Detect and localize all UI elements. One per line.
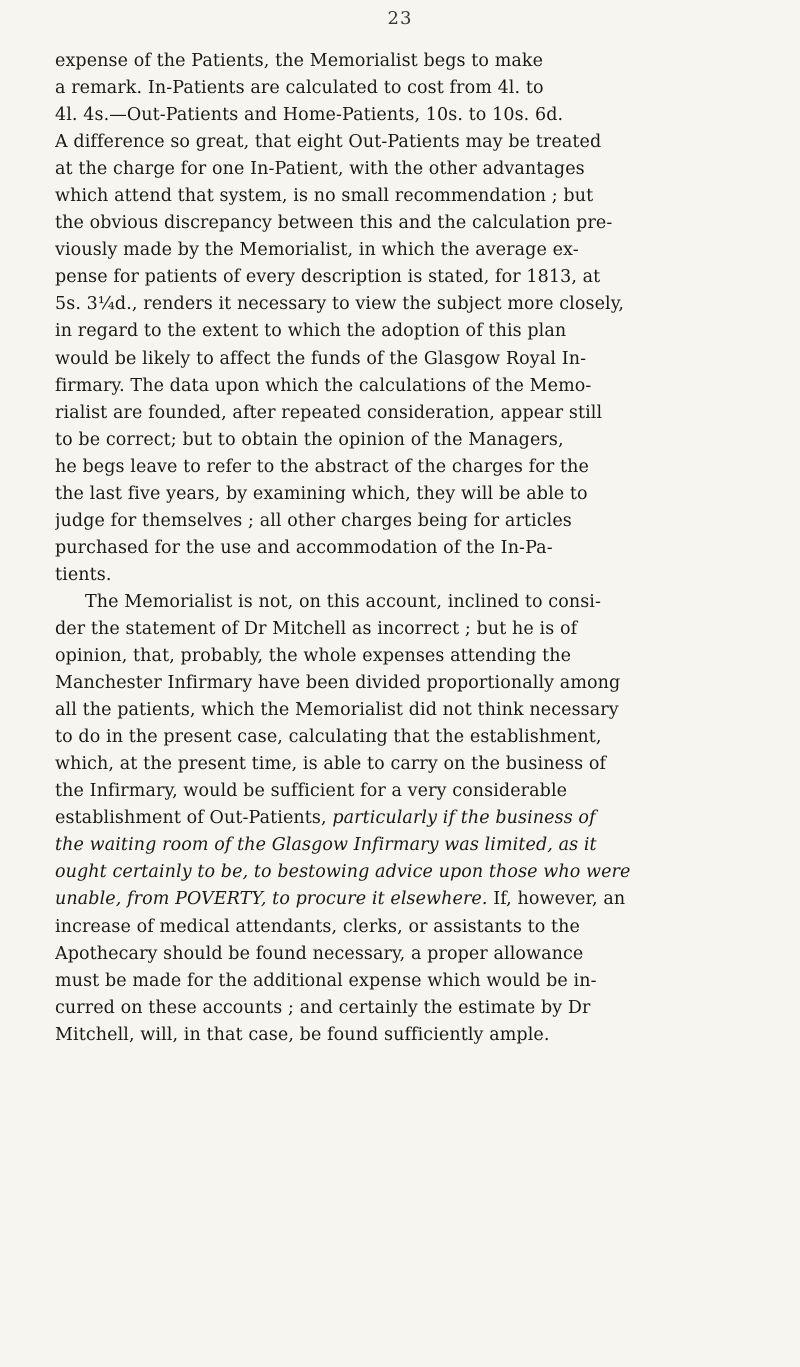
text-line: Apothecary should be found necessary, a proper allowance: [55, 943, 584, 964]
text-line: the obvious discrepancy between this and the calculation pre-: [55, 213, 613, 234]
text-line: viously made by the Memorialist, in which the average ex-: [55, 240, 579, 261]
text-run: establishment of Out-Patients,: [55, 808, 333, 829]
text-line: tients.: [55, 564, 112, 585]
text-line: opinion, that, probably, the whole expenses attending the: [55, 646, 572, 667]
paragraph-1: [55, 48, 757, 589]
text-line: all the patients, which the Memorialist did not think necessary: [55, 700, 619, 721]
body-text: [55, 48, 757, 1049]
italic-text-line: ought certainly to be, to bestowing advice upon those who were: [55, 862, 631, 883]
text-line: [55, 886, 757, 913]
text-line: in regard to the extent to which the adoption of this plan: [55, 321, 567, 342]
text-line: Mitchell, will, in that case, be found sufficiently ample.: [55, 1024, 550, 1045]
text-line: 4l. 4s.—Out-Patients and Home-Patients, 10s. to 10s. 6d.: [55, 105, 564, 126]
text-line: would be likely to affect the funds of the Glasgow Royal In-: [55, 348, 587, 369]
text-line: the last five years, by examining which, they will be able to: [55, 483, 588, 504]
text-line: which, at the present time, is able to carry on the business of: [55, 754, 607, 775]
text-line: Manchester Infirmary have been divided proportionally among: [55, 673, 621, 694]
page-number: 23: [387, 8, 413, 29]
text-line: judge for themselves ; all other charges being for articles: [55, 510, 572, 531]
text-line: purchased for the use and accommodation of the In-Pa-: [55, 537, 553, 558]
text-line: a remark. In-Patients are calculated to cost from 4l. to: [55, 78, 544, 99]
italic-text-run: particularly if the business of: [332, 808, 596, 829]
text-line: he begs leave to refer to the abstract of the charges for the: [55, 456, 589, 477]
text-line: pense for patients of every description is stated, for 1813, at: [55, 267, 601, 288]
text-line: rialist are founded, after repeated consideration, appear still: [55, 402, 603, 423]
text-line: expense of the Patients, the Memorialist begs to make: [55, 51, 544, 71]
text-line: The Memorialist is not, on this account, inclined to consi-: [85, 591, 602, 612]
paragraph-2: [55, 589, 757, 1049]
text-line: increase of medical attendants, clerks, or assistants to the: [55, 916, 580, 937]
text-line: to be correct; but to obtain the opinion of the Managers,: [55, 429, 564, 450]
text-line: [55, 805, 757, 832]
text-line: firmary. The data upon which the calculations of the Memo-: [55, 375, 592, 396]
italic-text-run: unable, from POVERTY, to procure it elsewhere.: [55, 889, 488, 910]
text-line: A difference so great, that eight Out-Patients may be treated: [55, 132, 602, 153]
text-line: to do in the present case, calculating that the establishment,: [55, 727, 602, 748]
text-line: at the charge for one In-Patient, with the other advantages: [55, 159, 585, 180]
text-line: which attend that system, is no small recommendation ; but: [55, 186, 594, 207]
text-run: If, however, an: [487, 889, 626, 910]
text-line: curred on these accounts ; and certainly the estimate by Dr: [55, 997, 591, 1018]
italic-text-line: the waiting room of the Glasgow Infirmary was limited, as it: [55, 835, 597, 856]
text-line: der the statement of Dr Mitchell as incorrect ; but he is of: [55, 618, 578, 639]
text-line: must be made for the additional expense which would be in-: [55, 970, 597, 991]
text-line: the Infirmary, would be sufficient for a very considerable: [55, 781, 568, 802]
text-line: 5s. 3¼d., renders it necessary to view the subject more closely,: [55, 294, 625, 315]
